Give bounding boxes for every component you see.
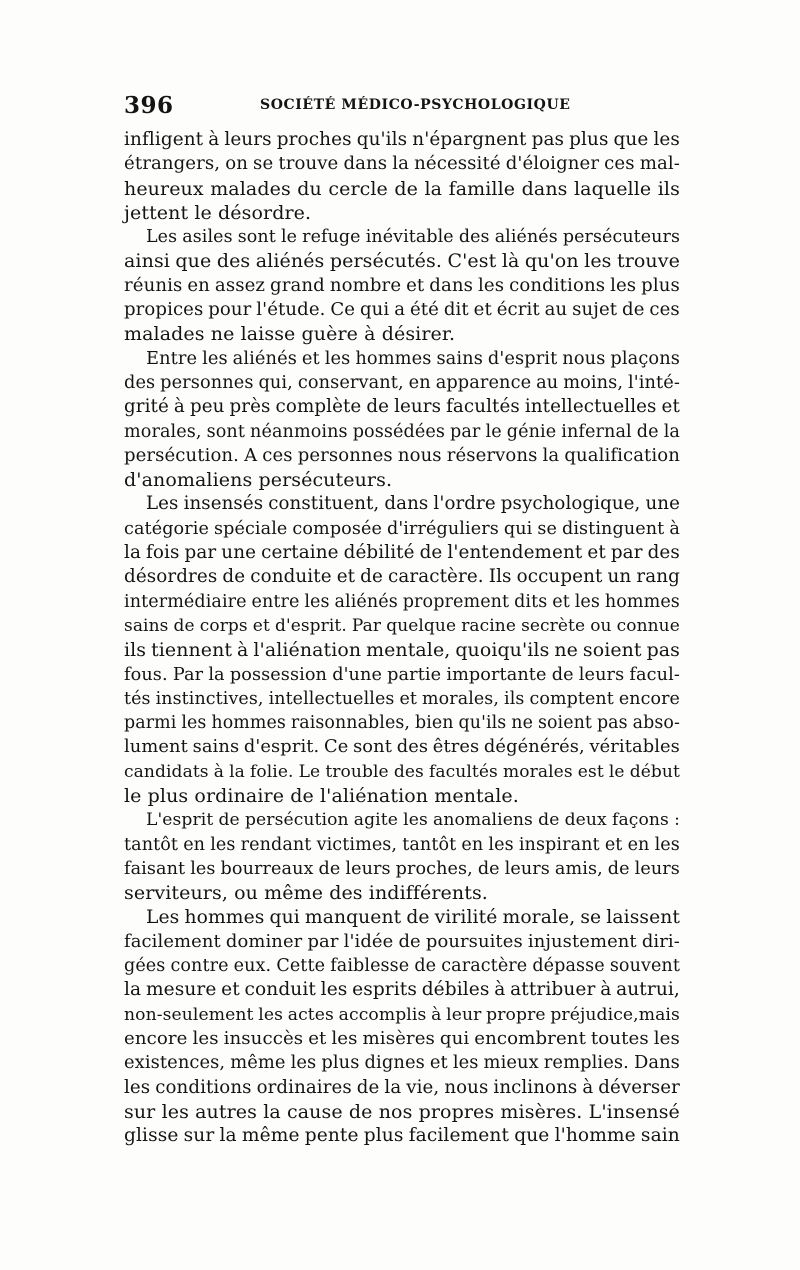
text-line: ainsi que des aliénés persécutés. C'est là qu'on les trouve [124,250,680,273]
text-line: heureux malades du cercle de la famille dans laquelle ils [124,177,680,200]
text-line: persécution. A ces personnes nous réservons la qualification [124,444,680,466]
text-line: intermédiaire entre les aliénés proprement dits et les hommes [124,591,680,612]
text-line: infligent à leurs proches qu'ils n'épargnent pas plus que les [124,129,680,150]
text-line: candidats à la folie. Le trouble des facultés morales est le début [124,761,680,782]
text-line: des personnes qui, conservant, en apparence au moins, l'inté- [124,372,680,393]
text-line: Les hommes qui manquent de virilité morale, se laissent [146,906,680,928]
text-line: parmi les hommes raisonnables, bien qu'ils ne soient pas abso- [124,713,680,734]
text-line: existences, même les plus dignes et les mieux remplies. Dans [124,1052,680,1074]
text-line: lument sains d'esprit. Ce sont des êtres dégénérés, véritables [124,736,680,758]
text-line: catégorie spéciale composée d'irréguliers qui se distinguent à [124,518,680,539]
text-line: sur les autres la cause de nos propres misères. L'insensé [124,1100,680,1123]
running-title: SOCIÉTÉ MÉDICO-PSYCHOLOGIQUE [260,97,571,113]
text-line: facilement dominer par l'idée de poursuites injustement diri- [124,930,680,952]
text-line: Entre les aliénés et les hommes sains d'esprit nous plaçons [146,347,680,369]
text-line: sains de corps et d'esprit. Par quelque racine secrète ou connue [124,615,680,636]
text-line: gées contre eux. Cette faiblesse de caractère dépasse souvent [124,956,680,977]
body-text [124,128,680,1148]
text-line: ils tiennent à l'aliénation mentale, quoiqu'ils ne soient pas [124,639,680,662]
text-line: d'anomaliens persécuteurs. [124,469,393,492]
text-line: grité à peu près complète de leurs facultés intellectuelles et [124,396,680,418]
text-line: morales, sont néanmoins possédées par le génie infernal de la [124,421,680,442]
text-line: tés instinctives, intellectuelles et morales, ils comptent encore [124,688,680,709]
text-line: la mesure et conduit les esprits débiles à attribuer à autrui, [124,979,680,1001]
text-line: le plus ordinaire de l'aliénation mentale. [124,785,519,808]
text-line: faisant les bourreaux de leurs proches, de leurs amis, de leurs [124,858,680,879]
page-number: 396 [124,92,174,119]
text-line: Les asiles sont le refuge inévitable des aliénés persécuteurs [146,227,680,248]
text-line: fous. Par la possession d'une partie importante de leurs facul- [124,664,680,685]
text-line: la fois par une certaine débilité de l'entendement et par des [124,542,680,564]
text-line: non-seulement les actes accomplis à leur propre préjudice,mais [124,1004,680,1025]
text-line: glisse sur la même pente plus facilement que l'homme sain [124,1125,680,1147]
text-line: les conditions ordinaires de la vie, nous inclinons à déverser [124,1076,680,1098]
text-line: jettent le désordre. [124,201,312,224]
running-head [124,92,680,122]
text-line: réunis en assez grand nombre et dans les conditions les plus [124,274,680,296]
text-line: Les insensés constituent, dans l'ordre psychologique, une [146,493,680,515]
text-line: désordres de conduite et de caractère. Ils occupent un rang [124,566,680,588]
text-line: serviteurs, ou même des indifférents. [124,882,488,905]
text-line: encore les insuccès et les misères qui encombrent toutes les [124,1027,680,1049]
text-line: L'esprit de persécution agite les anomaliens de deux façons : [146,810,680,831]
text-line: étrangers, on se trouve dans la nécessité d'éloigner ces mal- [124,153,680,175]
text-line: propices pour l'étude. Ce qui a été dit et écrit au sujet de ces [124,299,680,321]
text-line: tantôt en les rendant victimes, tantôt en les inspirant et en les [124,834,680,855]
text-line: malades ne laisse guère à désirer. [124,323,456,346]
